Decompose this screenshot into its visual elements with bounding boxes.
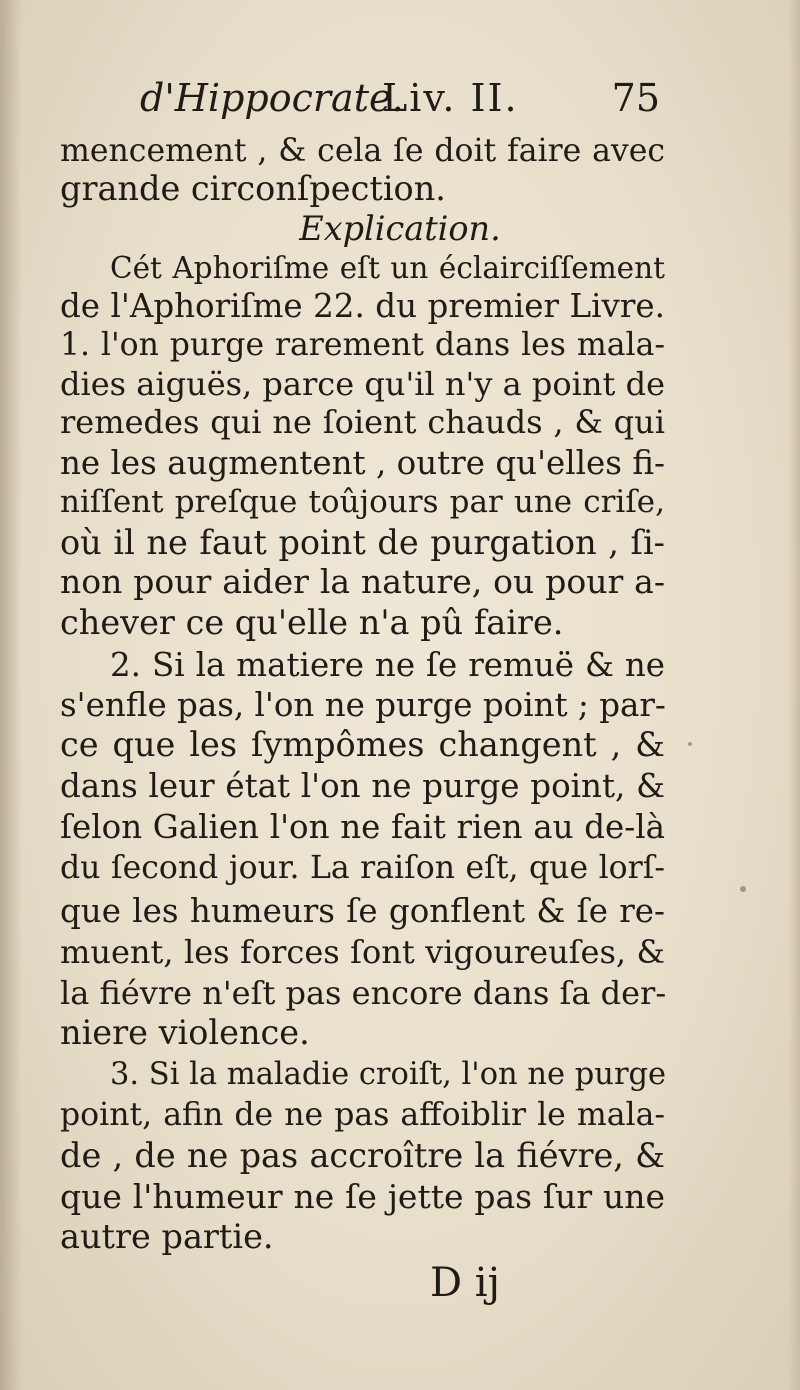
text-line: de , de ne pas accroître la fiévre, & (60, 1136, 665, 1175)
text-line: 3. Si la maladie croiſt, l'on ne purge (110, 1057, 667, 1092)
text-line: s'enfle pas, l'on ne purge point ; par- (60, 686, 666, 724)
book-number: Liv. II. (382, 76, 519, 120)
text-line: 2. Si la matiere ne ſe remuë & ne (110, 646, 665, 684)
ink-speck (688, 742, 692, 746)
text-line: ſelon Galien l'on ne fait rien au de-là (60, 808, 665, 846)
text-line: grande circonſpection. (60, 169, 446, 208)
text-line: que l'humeur ne ſe jette pas ſur une (60, 1177, 665, 1216)
text-line: remedes qui ne ſoient chauds , & qui (60, 403, 665, 441)
text-line: niſſent preſque toûjours par une criſe, (60, 484, 665, 520)
text-line: chever ce qu'elle n'a pû faire. (60, 603, 564, 642)
running-header (140, 72, 660, 124)
running-title: d'Hippocrate. (140, 76, 404, 120)
text-line: la fiévre n'eſt pas encore dans ſa der- (60, 974, 667, 1012)
section-heading: Explication. (299, 209, 501, 248)
text-line: niere violence. (60, 1013, 310, 1052)
signature-mark: D ij (430, 1260, 500, 1306)
text-line: 1. l'on purge rarement dans les mala- (60, 327, 665, 363)
text-line: mencement , & cela ſe doit faire avec (60, 133, 665, 169)
text-line: dies aiguës, parce qu'il n'y a point de (60, 365, 665, 403)
text-line: non pour aider la nature, ou pour a- (60, 562, 665, 601)
text-line: que les humeurs ſe gonflent & ſe re- (60, 892, 665, 930)
ink-speck (740, 886, 746, 892)
text-line: de l'Aphoriſme 22. du premier Livre. (60, 287, 665, 325)
text-line: point, afin de ne pas affoiblir le mala- (60, 1097, 665, 1133)
text-line: Cét Aphoriſme eſt un éclairciſſement (110, 251, 665, 285)
text-line: ce que les ſympômes changent , & (60, 725, 665, 764)
text-line: muent, les forces ſont vigoureuſes, & (60, 933, 665, 971)
text-line: ne les augmentent , outre qu'elles fi- (60, 444, 665, 482)
text-line: où il ne faut point de purgation , ſi- (60, 523, 665, 562)
text-line: du ſecond jour. La raiſon eſt, que lorſ- (60, 850, 665, 886)
page-number: 75 (611, 76, 660, 120)
text-line: autre partie. (60, 1217, 274, 1256)
text-line: dans leur état l'on ne purge point, & (60, 767, 665, 805)
